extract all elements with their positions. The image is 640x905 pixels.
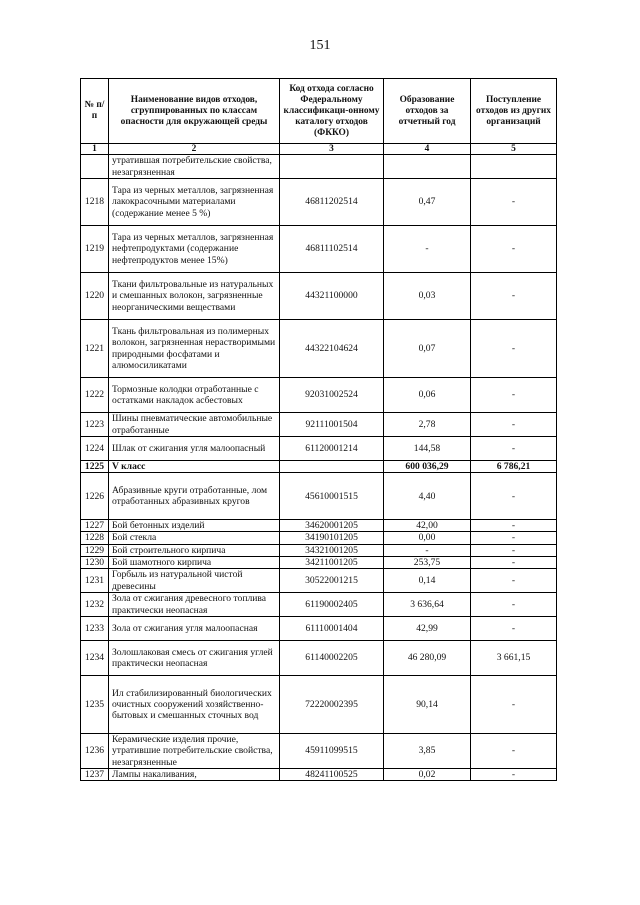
cell-code: 34211001205 (280, 556, 384, 568)
cell-num: 1223 (81, 413, 109, 437)
table-row (81, 676, 557, 734)
cell-name: V класс (109, 461, 280, 473)
column-number: 4 (384, 144, 471, 155)
table-row (81, 556, 557, 568)
cell-code: 92111001504 (280, 413, 384, 437)
cell-received: - (471, 437, 557, 461)
cell-name: Зола от сжигания древесного топлива практически неопасная (109, 593, 280, 617)
cell-generated: 0,47 (384, 179, 471, 226)
cell-num: 1226 (81, 473, 109, 520)
cell-generated: 0,07 (384, 320, 471, 378)
cell-name: Керамические изделия прочие, утратившие потребительские свойства, незагрязненные (109, 734, 280, 769)
table-row (81, 226, 557, 273)
cell-received: 3 661,15 (471, 641, 557, 676)
cell-num: 1219 (81, 226, 109, 273)
cell-name: Бой строительного кирпича (109, 544, 280, 556)
cell-generated: 0,00 (384, 532, 471, 544)
cell-generated: 0,02 (384, 769, 471, 781)
cell-received: - (471, 226, 557, 273)
cell-generated: 600 036,29 (384, 461, 471, 473)
cell-code: 46811102514 (280, 226, 384, 273)
cell-num: 1224 (81, 437, 109, 461)
cell-generated: 2,78 (384, 413, 471, 437)
cell-generated: 0,14 (384, 569, 471, 593)
column-number-row (81, 144, 557, 155)
table-row (81, 734, 557, 769)
cell-received: - (471, 320, 557, 378)
cell-received: - (471, 617, 557, 641)
cell-num: 1234 (81, 641, 109, 676)
cell-received: 6 786,21 (471, 461, 557, 473)
table-row (81, 641, 557, 676)
header-generated: Образование отходов за отчетный год (384, 79, 471, 144)
cell-code: 61120001214 (280, 437, 384, 461)
table-row (81, 437, 557, 461)
cell-name: Золошлаковая смесь от сжигания углей практически неопасная (109, 641, 280, 676)
cell-received: - (471, 378, 557, 413)
cell-num: 1221 (81, 320, 109, 378)
table-row (81, 273, 557, 320)
cell-generated: 46 280,09 (384, 641, 471, 676)
cell-code: 44321100000 (280, 273, 384, 320)
cell-generated: 90,14 (384, 676, 471, 734)
table-row (81, 769, 557, 781)
column-number: 3 (280, 144, 384, 155)
waste-table (80, 78, 557, 781)
cell-code: 61110001404 (280, 617, 384, 641)
cell-num (81, 155, 109, 179)
table-row (81, 155, 557, 179)
table-row (81, 320, 557, 378)
cell-num: 1230 (81, 556, 109, 568)
cell-name: Ткань фильтровальная из полимерных волокон, загрязненная нерастворимыми природными фосфатами и алюмосиликатами (109, 320, 280, 378)
table-row (81, 593, 557, 617)
cell-num: 1229 (81, 544, 109, 556)
cell-code: 34321001205 (280, 544, 384, 556)
cell-received (471, 155, 557, 179)
cell-generated: 0,06 (384, 378, 471, 413)
header-code: Код отхода согласно Федеральному классификаци-онному каталогу отходов (ФККО) (280, 79, 384, 144)
header-num: № п/п (81, 79, 109, 144)
cell-name: Лампы накаливания, (109, 769, 280, 781)
cell-generated: - (384, 544, 471, 556)
cell-received: - (471, 544, 557, 556)
cell-name: Шины пневматические автомобильные отработанные (109, 413, 280, 437)
cell-received: - (471, 676, 557, 734)
cell-received: - (471, 593, 557, 617)
cell-name: Бой шамотного кирпича (109, 556, 280, 568)
cell-received: - (471, 734, 557, 769)
header-received: Поступление отходов из других организаций (471, 79, 557, 144)
cell-name: Тара из черных металлов, загрязненная лакокрасочными материалами (содержание менее 5 %) (109, 179, 280, 226)
cell-generated: 42,00 (384, 520, 471, 532)
table-row (81, 520, 557, 532)
cell-name: утратившая потребительские свойства, незагрязненная (109, 155, 280, 179)
cell-received: - (471, 473, 557, 520)
cell-code: 61190002405 (280, 593, 384, 617)
cell-code: 45911099515 (280, 734, 384, 769)
cell-num: 1236 (81, 734, 109, 769)
cell-name: Зола от сжигания угля малоопасная (109, 617, 280, 641)
cell-num: 1237 (81, 769, 109, 781)
column-number: 2 (109, 144, 280, 155)
cell-received: - (471, 569, 557, 593)
cell-code: 48241100525 (280, 769, 384, 781)
cell-generated: 4,40 (384, 473, 471, 520)
cell-received: - (471, 520, 557, 532)
table-header-row (81, 79, 557, 144)
cell-code (280, 461, 384, 473)
cell-num: 1222 (81, 378, 109, 413)
cell-code: 46811202514 (280, 179, 384, 226)
table-row (81, 473, 557, 520)
cell-name: Шлак от сжигания угля малоопасный (109, 437, 280, 461)
cell-code: 34620001205 (280, 520, 384, 532)
cell-code: 72220002395 (280, 676, 384, 734)
cell-generated (384, 155, 471, 179)
cell-generated: 144,58 (384, 437, 471, 461)
cell-name: Тара из черных металлов, загрязненная нефтепродуктами (содержание нефтепродуктов менее 15%) (109, 226, 280, 273)
cell-num: 1225 (81, 461, 109, 473)
page-number: 151 (309, 38, 331, 53)
cell-num: 1235 (81, 676, 109, 734)
cell-code: 45610001515 (280, 473, 384, 520)
cell-generated: 253,75 (384, 556, 471, 568)
cell-name: Абразивные круги отработанные, лом отработанных абразивных кругов (109, 473, 280, 520)
cell-received: - (471, 413, 557, 437)
cell-received: - (471, 769, 557, 781)
cell-num: 1227 (81, 520, 109, 532)
cell-code: 61140002205 (280, 641, 384, 676)
cell-generated: - (384, 226, 471, 273)
column-number: 5 (471, 144, 557, 155)
cell-code: 34190101205 (280, 532, 384, 544)
cell-num: 1231 (81, 569, 109, 593)
cell-num: 1232 (81, 593, 109, 617)
cell-name: Ткани фильтровальные из натуральных и смешанных волокон, загрязненные неорганическими веществами (109, 273, 280, 320)
cell-num: 1220 (81, 273, 109, 320)
table-row (81, 461, 557, 473)
cell-generated: 42,99 (384, 617, 471, 641)
table-row (81, 378, 557, 413)
cell-received: - (471, 179, 557, 226)
cell-code: 30522001215 (280, 569, 384, 593)
cell-num: 1228 (81, 532, 109, 544)
cell-name: Тормозные колодки отработанные с остатками накладок асбестовых (109, 378, 280, 413)
cell-code: 92031002524 (280, 378, 384, 413)
cell-generated: 3,85 (384, 734, 471, 769)
cell-received: - (471, 532, 557, 544)
table-row (81, 532, 557, 544)
cell-code: 44322104624 (280, 320, 384, 378)
cell-name: Бой бетонных изделий (109, 520, 280, 532)
table-row (81, 413, 557, 437)
cell-received: - (471, 556, 557, 568)
table-row (81, 544, 557, 556)
table-row (81, 569, 557, 593)
cell-name: Бой стекла (109, 532, 280, 544)
cell-code (280, 155, 384, 179)
cell-received: - (471, 273, 557, 320)
header-name: Наименование видов отходов, сгруппированных по классам опасности для окружающей среды (109, 79, 280, 144)
cell-num: 1218 (81, 179, 109, 226)
cell-generated: 3 636,64 (384, 593, 471, 617)
cell-name: Ил стабилизированный биологических очистных сооружений хозяйственно-бытовых и смешанных сточных вод (109, 676, 280, 734)
cell-generated: 0,03 (384, 273, 471, 320)
column-number: 1 (81, 144, 109, 155)
cell-num: 1233 (81, 617, 109, 641)
cell-name: Горбыль из натуральной чистой древесины (109, 569, 280, 593)
table-row (81, 179, 557, 226)
table-row (81, 617, 557, 641)
